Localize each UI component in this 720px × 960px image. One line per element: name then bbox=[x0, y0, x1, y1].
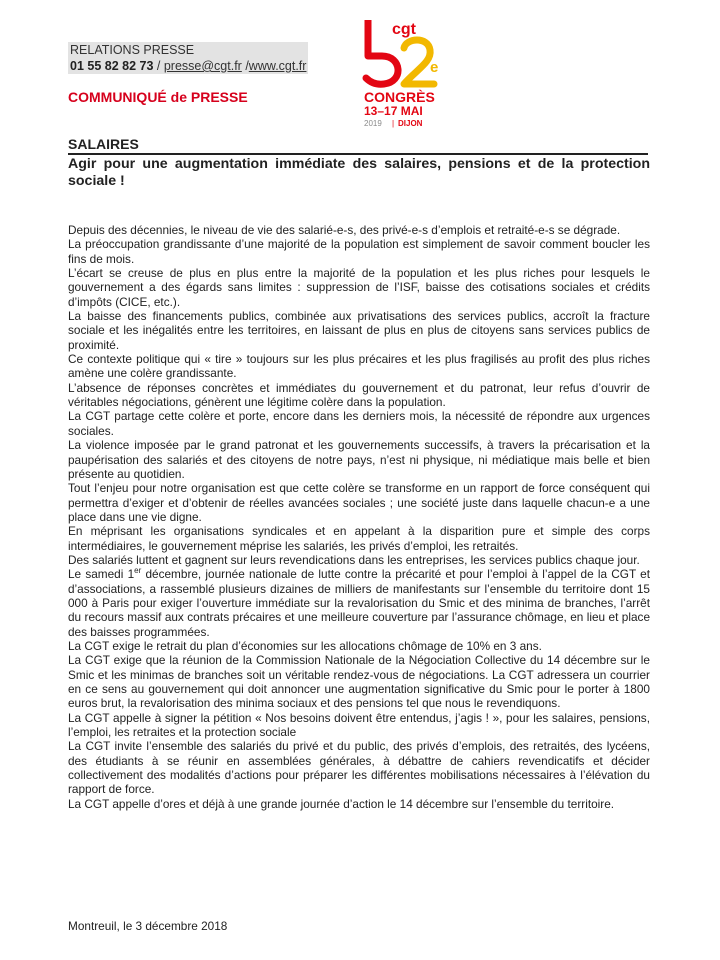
signoff-place-date: Montreuil, le 3 décembre 2018 bbox=[68, 919, 228, 933]
press-email-link[interactable]: presse@cgt.fr bbox=[163, 59, 242, 73]
body-paragraph: Des salariés luttent et gagnent sur leurs revendications dans les entreprises, les services publics chaque jour. bbox=[68, 552, 640, 567]
headline: Agir pour une augmentation immédiate des salaires, pensions et de la protection sociale ! bbox=[68, 156, 650, 189]
logo-year-text: 2019 bbox=[364, 119, 382, 128]
section-label: SALAIRES bbox=[68, 136, 139, 152]
samedi-text-start: Le samedi 1 bbox=[68, 567, 135, 582]
logo-congres-text: CONGRÈS bbox=[364, 89, 435, 105]
body-paragraph: La CGT invite l’ensemble des salariés du privé et du public, des privés d’emplois, des retraités, des lycéens, des étudiants à se réunir en assemblées générales, à débattre de cahiers revendicatifs et décider collectivement des modalités d’actions pour préparer les différentes mobilisations nécessaires à l’élévation du rapport de force. bbox=[68, 739, 650, 797]
logo-dates-text: 13–17 MAI bbox=[364, 104, 423, 118]
body-paragraph: La CGT appelle à signer la pétition « Nos besoins doivent être entendus, j’agis ! », pour les salaires, pensions, l’emploi, les retraites et la protection sociale bbox=[68, 710, 650, 740]
logo-city-text: DIJON bbox=[398, 119, 423, 128]
body-paragraph: Depuis des décennies, le niveau de vie des salarié-e-s, des privé-e-s d’emplois et retraité-e-s se dégrade. bbox=[68, 223, 621, 237]
press-phone: 01 55 82 82 73 bbox=[70, 59, 154, 73]
press-relations-label: RELATIONS PRESSE bbox=[70, 43, 195, 57]
communique-title: COMMUNIQUÉ de PRESSE bbox=[68, 89, 248, 105]
body-paragraph: La violence imposée par le grand patronat et les gouvernements successifs, à travers la précarisation et la paupérisation des salariés et des citoyens de notre pays, n’est ni physique, ni médiatique mais belle et bien présente au quotidien. bbox=[68, 438, 650, 481]
section-divider bbox=[68, 153, 648, 155]
press-contact-block bbox=[68, 42, 308, 74]
body-paragraph: La CGT exige que la réunion de la Commission Nationale de la Négociation Collective du 14 décembre sur le Smic et les minimas de branches soit un véritable rendez-vous de négociations. La CGT adressera un courrier en ce sens au gouvernement qui doit annoncer une augmentation significative du Smic pour le porter à 1800 euros brut, la revalorisation des minima sociaux et des pensions tel que nous le revendiquons. bbox=[68, 653, 650, 711]
separator: / bbox=[153, 59, 164, 73]
body-paragraph: L’écart se creuse de plus en plus entre la majorité de la population et les plus riches pour lesquels le gouvernement a des égards sans limites : suppression de l’ISF, baisse des cotisations sociales et crédits d’impôts (CICE, etc.). bbox=[68, 266, 650, 309]
body-paragraph: La CGT exige le retrait du plan d’économies sur les allocations chômage de 10% en 3 ans. bbox=[68, 638, 542, 653]
separator: / bbox=[241, 59, 249, 73]
body-paragraph: La CGT appelle d’ores et déjà à une grande journée d’action le 14 décembre sur l’ensemble du territoire. bbox=[68, 796, 615, 811]
body-paragraph: La baisse des financements publics, combinée aux privatisations des services publics, accroît la fracture sociale et les inégalités entre les territoires, en laissant de plus en plus de citoyens sans services publics de proximité. bbox=[68, 309, 650, 352]
body-paragraph: L’absence de réponses concrètes et immédiates du gouvernement et du patronat, leur refus d’ouvrir de véritables négociations, génèrent une légitime colère dans la population. bbox=[68, 380, 650, 410]
body-paragraph: La préoccupation grandissante d’une majorité de la population est simplement de savoir comment boucler les fins de mois. bbox=[68, 237, 650, 266]
body-paragraph-samedi bbox=[68, 567, 650, 639]
press-release-body bbox=[68, 223, 650, 811]
website-link[interactable]: www.cgt.fr bbox=[248, 59, 307, 73]
press-contact-line bbox=[70, 58, 306, 74]
body-paragraph: En méprisant les organisations syndicales et en appelant à la disparition pure et simple des corps intermédiaires, le gouvernement méprise les salariés, les privés d’emploi, les retraités. bbox=[68, 524, 650, 553]
body-paragraph: Ce contexte politique qui « tire » toujours sur les plus précaires et les plus fragilisés au profit des plus riches amène une colère grandissante. bbox=[68, 352, 650, 381]
logo-brand-text: cgt bbox=[392, 21, 416, 38]
samedi-text-rest: décembre, journée nationale de lutte contre la précarité et pour l’emploi à l’appel de la CGT et d’associations, a rassemblé plusieurs dizaines de milliers de manifestants sur l’ensemble du territoire dont 15 000 à Paris pour exiger l’ouverture immédiate sur la revalorisation du Smic et des minima de branches, l’arrêt du recours massif aux contrats précaires et une meilleure couverture par l’assurance chômage, en lieu et place des baisses programmées. bbox=[68, 567, 650, 639]
ordinal-superscript: er bbox=[134, 566, 142, 576]
body-paragraph: La CGT partage cette colère et porte, encore dans les derniers mois, la nécessité de répondre aux urgences sociales. bbox=[68, 409, 650, 438]
body-paragraph: Tout l’enjeu pour notre organisation est que cette colère se transforme en un rapport de force conséquent qui permettra d’exiger et d’obtenir de réelles avancées sociales ; une société juste dans laquelle chacun-e a une place dans une vie digne. bbox=[68, 481, 650, 524]
cgt-congress-logo bbox=[358, 8, 458, 128]
logo-separator-text: | bbox=[392, 119, 395, 128]
logo-e-text: e bbox=[430, 59, 439, 76]
